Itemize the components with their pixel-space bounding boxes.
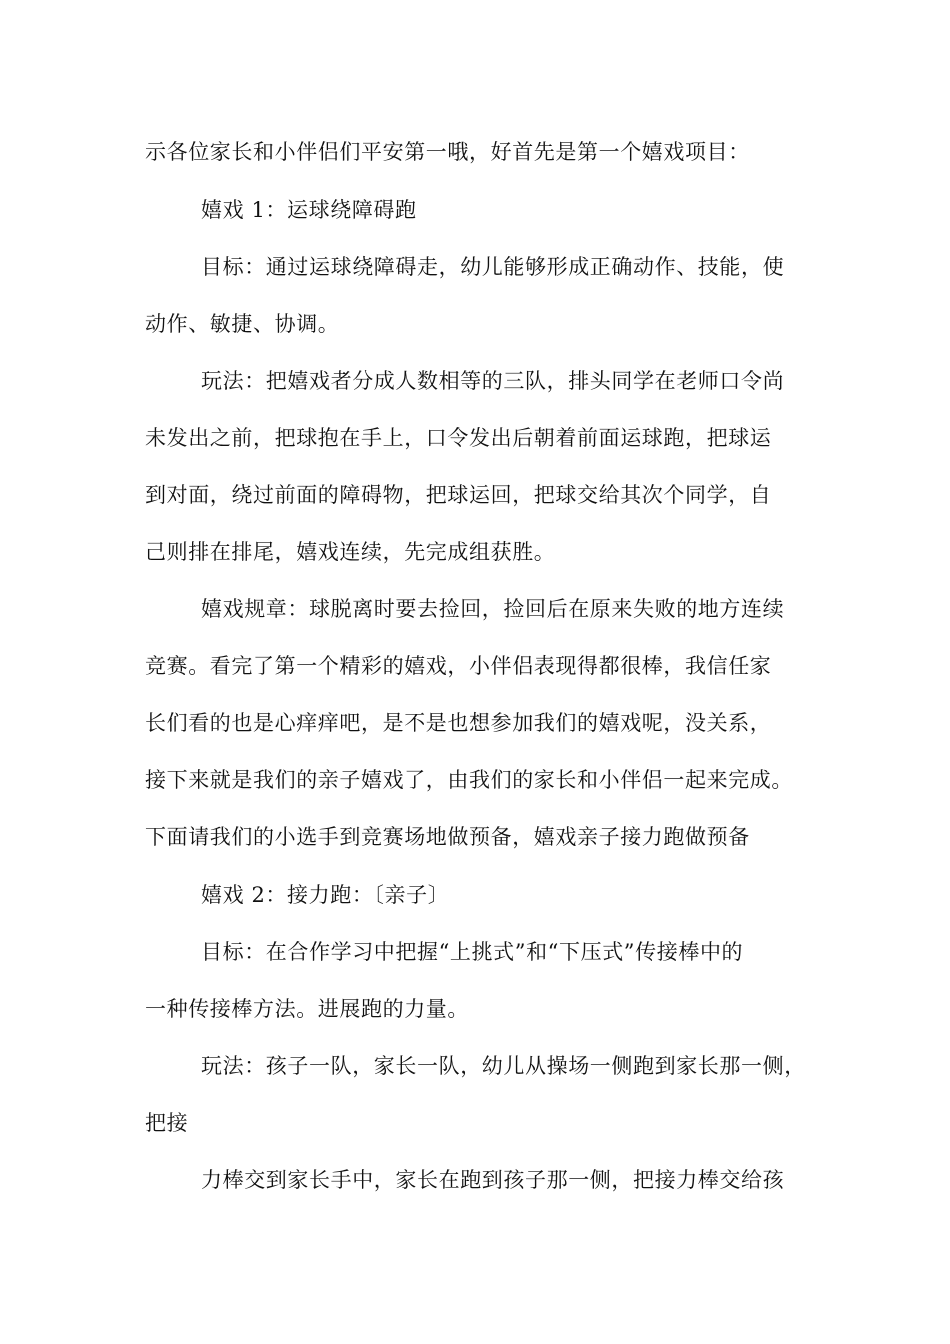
text-line: 长们看的也是心痒痒吧，是不是也想参加我们的嬉戏呢，没关系， (145, 711, 772, 735)
text-line: 竞赛。看完了第一个精彩的嬉戏，小伴侣表现得都很棒，我信任家 (145, 654, 772, 678)
game-2-heading: 嬉戏 2：接力跑：〔亲子〕 (201, 883, 450, 907)
text-line: 嬉戏规章：球脱离时要去捡回，捡回后在原来失败的地方连续 (201, 597, 785, 621)
text-line: 到对面，绕过前面的障碍物，把球运回，把球交给其次个同学，自 (145, 483, 772, 507)
text-line: 己则排在排尾，嬉戏连续，先完成组获胜。 (145, 540, 556, 564)
text-line: 玩法：孩子一队，家长一队，幼儿从操场一侧跑到家长那一侧， (201, 1054, 806, 1078)
text-line: 一种传接棒方法。进展跑的力量。 (145, 997, 469, 1021)
text-line: 目标：通过运球绕障碍走，幼儿能够形成正确动作、技能，使 (201, 255, 785, 279)
text-line: 接下来就是我们的亲子嬉戏了，由我们的家长和小伴侣一起来完成。 (145, 768, 793, 792)
text-line: 玩法：把嬉戏者分成人数相等的三队，排头同学在老师口令尚 (201, 369, 785, 393)
text-line: 未发出之前，把球抱在手上，口令发出后朝着前面运球跑，把球运 (145, 426, 772, 450)
text-line: 目标：在合作学习中把握“上挑式”和“下压式”传接棒中的 (201, 940, 744, 964)
text-line: 把接 (145, 1111, 189, 1135)
text-line: 示各位家长和小伴侣们平安第一哦，好首先是第一个嬉戏项目： (145, 140, 750, 164)
text-line: 下面请我们的小选手到竞赛场地做预备，嬉戏亲子接力跑做预备 (145, 825, 750, 849)
game-1-heading: 嬉戏 1：运球绕障碍跑 (201, 198, 417, 222)
text-line: 动作、敏捷、协调。 (145, 312, 340, 336)
text-line: 力棒交到家长手中，家长在跑到孩子那一侧，把接力棒交给孩 (201, 1168, 785, 1192)
